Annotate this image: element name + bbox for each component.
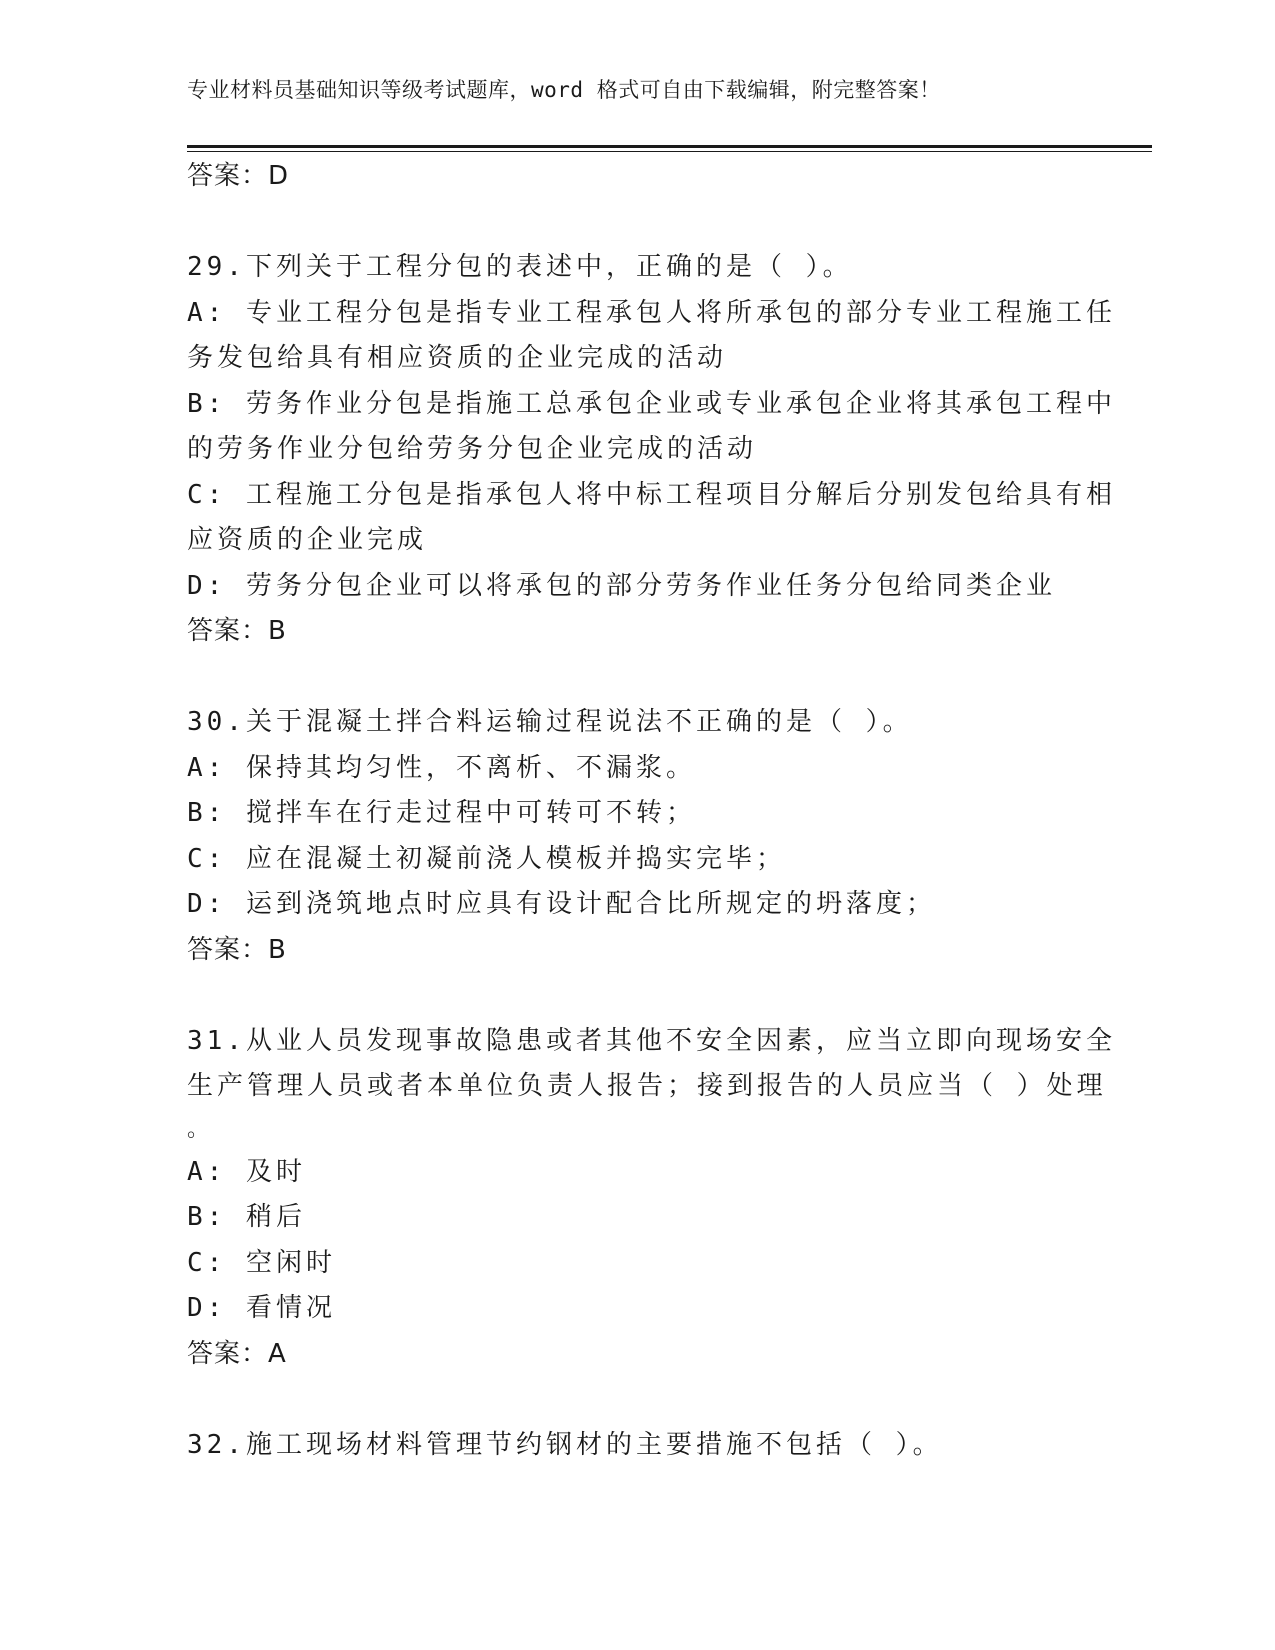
header-rule [187,145,1152,148]
option-b: B: 稍后 [187,1202,306,1232]
question-31 [187,1019,1116,1378]
option-c: C: 应在混凝土初凝前浇人模板并捣实完毕； [187,843,786,874]
option-b: B: 搅拌车在行走过程中可转可不转； [187,798,696,828]
page-header: 专业材料员基础知识等级考试题库，word 格式可自由下载编辑，附完整答案！ [187,78,941,102]
header-rule-thin [187,151,1152,152]
answer: 答案：A [187,1338,287,1369]
option-d: D: 劳务分包企业可以将承包的部分劳务作业任务分包给同类企业 [187,570,1056,601]
question-32 [187,1423,1087,1469]
question-stem-cont: 生产管理人员或者本单位负责人报告；接到报告的人员应当（ ）处理 [187,1071,1107,1101]
option-a: A: 及时 [187,1156,306,1187]
option-b-cont: 的劳务作业分包给劳务分包企业完成的活动 [187,434,758,464]
answer: 答案：B [187,934,287,965]
question-stem: 32.施工现场材料管理节约钢材的主要措施不包括（ ）。 [187,1429,943,1460]
option-c: C: 工程施工分包是指承包人将中标工程项目分解后分别发包给具有相 [187,479,1116,510]
question-stem: 29.下列关于工程分包的表述中，正确的是（ ）。 [187,252,853,282]
question-stem-end: 。 [187,1116,214,1142]
option-a-cont: 务发包给具有相应资质的企业完成的活动 [187,343,728,373]
question-29 [187,245,1116,655]
question-content [187,154,1116,1468]
option-a: A: 保持其均匀性，不离析、不漏浆。 [187,752,696,783]
question-stem: 31.从业人员发现事故隐患或者其他不安全因素，应当立即向现场安全 [187,1025,1116,1056]
option-c-cont: 应资质的企业完成 [187,525,428,555]
option-b: B: 劳务作业分包是指施工总承包企业或专业承包企业将其承包工程中 [187,388,1116,419]
question-30 [187,700,1087,973]
question-stem: 30.关于混凝土拌合料运输过程说法不正确的是（ ）。 [187,707,913,737]
answer: 答案：B [187,616,287,646]
option-d: D: 运到浇筑地点时应具有设计配合比所规定的坍落度； [187,889,936,919]
previous-answer: 答案：D [187,161,290,191]
option-c: C: 空闲时 [187,1247,336,1278]
option-d: D: 看情况 [187,1293,336,1323]
option-a: A: 专业工程分包是指专业工程承包人将所承包的部分专业工程施工任 [187,297,1116,328]
